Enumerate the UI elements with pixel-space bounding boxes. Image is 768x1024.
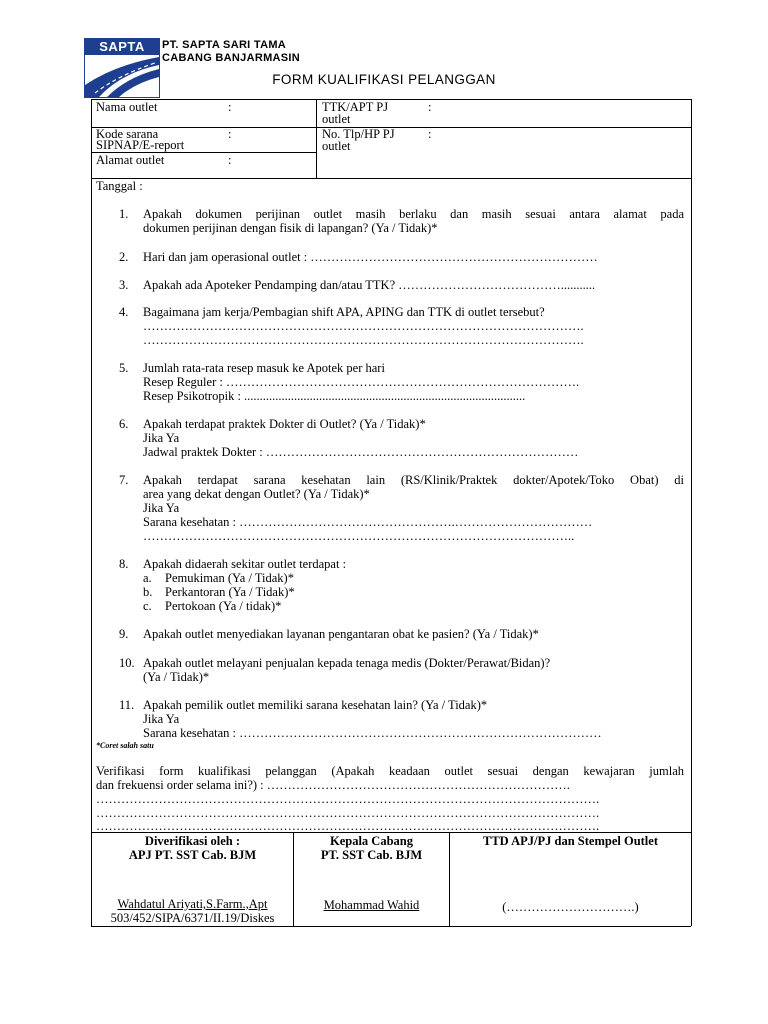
ttk-apt-pj-label: TTK/APT PJ xyxy=(322,100,389,114)
q7-dots: ………………………………………………………………………………………….. xyxy=(143,529,575,543)
frame-info-divider xyxy=(316,99,317,178)
q10-text-line2: (Ya / Tidak)* xyxy=(143,670,210,684)
kode-sarana-label: Kode sarana xyxy=(96,127,159,141)
frame-top xyxy=(91,99,691,100)
branch-name: CABANG BANJARMASIN xyxy=(162,52,301,64)
no-tlp-label: No. Tlp/HP PJ xyxy=(322,127,395,141)
sig3-blank: (………………………….) xyxy=(502,900,639,914)
verification-line2: dan frekuensi order selama ini?) : ………………………………………………………………. xyxy=(96,778,570,792)
q1-text-line1: Apakah dokumen perijinan outlet masih berlaku dan masih sesuai antara alamat pada xyxy=(143,207,684,221)
q8-b-letter: b. xyxy=(143,585,153,599)
sig1-license: 503/452/SIPA/6371/II.19/Diskes xyxy=(110,911,275,925)
company-name: PT. SAPTA SARI TAMA xyxy=(162,39,287,51)
q6-number: 6. xyxy=(119,417,129,431)
coret-note: *Coret salah satu xyxy=(96,741,154,750)
q5-text: Jumlah rata-rata resep masuk ke Apotek per hari xyxy=(143,361,385,375)
sig1-subtitle: APJ PT. SST Cab. BJM xyxy=(128,848,257,862)
q4-dots-line2: ……………………………………………………………………………………………. xyxy=(143,333,584,347)
q5-number: 5. xyxy=(119,361,129,375)
q8-c-letter: c. xyxy=(143,599,152,613)
alamat-outlet-label: Alamat outlet xyxy=(96,153,165,167)
q4-dots-line1: ……………………………………………………………………………………………. xyxy=(143,319,584,333)
sapta-logo xyxy=(84,38,160,98)
q8-text: Apakah didaerah sekitar outlet terdapat : xyxy=(143,557,347,571)
q10-text-line1: Apakah outlet melayani penjualan kepada tenaga medis (Dokter/Perawat/Bidan)? xyxy=(143,656,551,670)
q9-text: Apakah outlet menyediakan layanan pengantaran obat ke pasien? (Ya / Tidak)* xyxy=(143,627,539,641)
sig2-name: Mohammad Wahid xyxy=(323,898,420,912)
nama-outlet-colon: : xyxy=(228,100,232,114)
q7-number: 7. xyxy=(119,473,129,487)
q11-number: 11. xyxy=(119,698,135,712)
logo-text: SAPTA xyxy=(85,39,159,55)
q7-text-line1: Apakah terdapat sarana kesehatan lain (RS/Klinik/Praktek dokter/Apotek/Toko Obat) di xyxy=(143,473,684,487)
q7-jika-ya: Jika Ya xyxy=(143,501,180,515)
alamat-outlet-colon: : xyxy=(228,153,232,167)
q2-text: Hari dan jam operasional outlet : …………………………………………………………… xyxy=(143,250,598,264)
tanggal-label: Tanggal : xyxy=(96,179,143,193)
q1-number: 1. xyxy=(119,207,129,221)
q9-number: 9. xyxy=(119,627,129,641)
sipnap-label: SIPNAP/E-report xyxy=(96,138,185,152)
q7-text-line2: area yang dekat dengan Outlet? (Ya / Tidak)* xyxy=(143,487,370,501)
q11-jika-ya: Jika Ya xyxy=(143,712,180,726)
frame-row3 xyxy=(91,178,691,179)
verification-dots3: …………………………………………………………………………………………………………. xyxy=(96,819,600,833)
q3-number: 3. xyxy=(119,278,129,292)
q6-jika-ya: Jika Ya xyxy=(143,431,180,445)
q4-text: Bagaimana jam kerja/Pembagian shift APA, APING dan TTK di outlet tersebut? xyxy=(143,305,545,319)
form-title: FORM KUALIFIKASI PELANGGAN xyxy=(272,72,496,87)
verification-dots1: …………………………………………………………………………………………………………. xyxy=(96,792,600,806)
q6-text: Apakah terdapat praktek Dokter di Outlet? (Ya / Tidak)* xyxy=(143,417,426,431)
q1-text-line2: dokumen perijinan dengan fisik di lapangan? (Ya / Tidak)* xyxy=(143,221,438,235)
kode-sarana-colon: : xyxy=(228,127,232,141)
q3-text: Apakah ada Apoteker Pendamping dan/atau TTK? …………………………………........... xyxy=(143,278,596,292)
sig1-title: Diverifikasi oleh : xyxy=(144,834,241,848)
tlp-outlet-word: outlet xyxy=(322,139,351,153)
verification-line1: Verifikasi form kualifikasi pelanggan (Apakah keadaan outlet sesuai dengan kewajaran jumlah xyxy=(96,764,684,778)
q5-psikotropik: Resep Psikotropik : .......................................................................................... xyxy=(143,389,526,403)
ttk-outlet-word: outlet xyxy=(322,112,351,126)
ttk-apt-pj-colon: : xyxy=(428,100,432,114)
sig2-subtitle: PT. SST Cab. BJM xyxy=(320,848,423,862)
frame-bottom xyxy=(91,926,691,927)
q8-c-text: Pertokoan (Ya / tidak)* xyxy=(165,599,282,613)
q8-a-letter: a. xyxy=(143,571,152,585)
q6-jadwal: Jadwal praktek Dokter : ………………………………………………………………… xyxy=(143,445,579,459)
q11-text: Apakah pemilik outlet memiliki sarana kesehatan lain? (Ya / Tidak)* xyxy=(143,698,488,712)
frame-right xyxy=(691,99,692,926)
frame-left xyxy=(91,99,92,926)
q4-number: 4. xyxy=(119,305,129,319)
q8-b-text: Perkantoran (Ya / Tidak)* xyxy=(165,585,295,599)
sig1-name: Wahdatul Ariyati,S.Farm.,Apt xyxy=(117,897,268,911)
q5-reguler: Resep Reguler : …………………………………………………………………………. xyxy=(143,375,580,389)
q2-number: 2. xyxy=(119,250,129,264)
no-tlp-colon: : xyxy=(428,127,432,141)
nama-outlet-label: Nama outlet xyxy=(96,100,158,114)
q8-number: 8. xyxy=(119,557,129,571)
sig2-title: Kepala Cabang xyxy=(329,834,413,848)
q11-sarana: Sarana kesehatan : …………………………………………………………………………… xyxy=(143,726,602,740)
verification-dots2: …………………………………………………………………………………………………………. xyxy=(96,806,600,820)
q7-sarana: Sarana kesehatan : …………………………………………….…………………………… xyxy=(143,515,593,529)
q8-a-text: Pemukiman (Ya / Tidak)* xyxy=(165,571,294,585)
sig3-title: TTD APJ/PJ dan Stempel Outlet xyxy=(482,834,658,848)
q10-number: 10. xyxy=(119,656,135,670)
